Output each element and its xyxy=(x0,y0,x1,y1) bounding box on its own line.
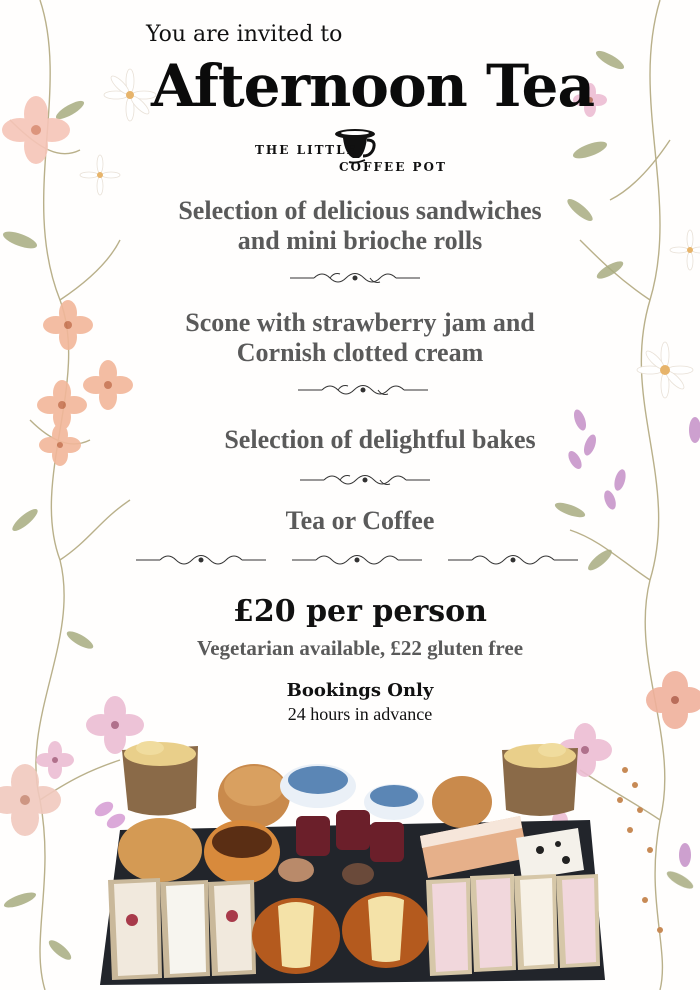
ornament-divider-4a xyxy=(136,552,266,568)
peach-flowers xyxy=(2,96,133,466)
menu-item-sandwiches xyxy=(150,196,570,256)
menu-item-bakes: Selection of delightful bakes xyxy=(224,425,536,454)
ornament-divider-3 xyxy=(300,472,430,488)
jam-jar-3 xyxy=(370,822,404,862)
macaron-1 xyxy=(278,858,314,882)
logo-line-1: THE LITTLE xyxy=(255,143,358,157)
menu-item-drinks: Tea or Coffee xyxy=(285,506,435,535)
menu-item-sandwiches-line2: and mini brioche rolls xyxy=(237,226,483,255)
jam-jar-2 xyxy=(336,810,370,850)
menu-item-scone-line1: Scone with strawberry jam and xyxy=(185,308,535,337)
logo-line-2: COFFEE POT xyxy=(339,160,447,174)
invite-line: You are invited to xyxy=(146,22,343,47)
afternoon-tea-tray-illustration xyxy=(100,730,610,990)
menu-item-scone xyxy=(150,308,570,368)
ornament-divider-4c xyxy=(448,552,578,568)
menu-item-sandwiches-line1: Selection of delicious sandwiches xyxy=(178,196,542,225)
jam-jar-1 xyxy=(296,816,330,856)
ornament-divider-2 xyxy=(298,382,428,398)
price: £20 per person xyxy=(233,594,487,629)
dietary-note: Vegetarian available, £22 gluten free xyxy=(196,636,524,660)
bookings-title: Bookings Only xyxy=(286,680,434,701)
bookings-note: 24 hours in advance xyxy=(287,704,433,724)
event-title: Afternoon Tea xyxy=(150,52,595,120)
ornament-divider-1 xyxy=(290,270,420,286)
macaron-2 xyxy=(342,863,374,885)
scone-3 xyxy=(118,818,202,882)
cafe-logo xyxy=(255,126,455,178)
scone-2 xyxy=(432,776,492,828)
menu-item-scone-line2: Cornish clotted cream xyxy=(236,338,484,367)
ornament-divider-4b xyxy=(292,552,422,568)
